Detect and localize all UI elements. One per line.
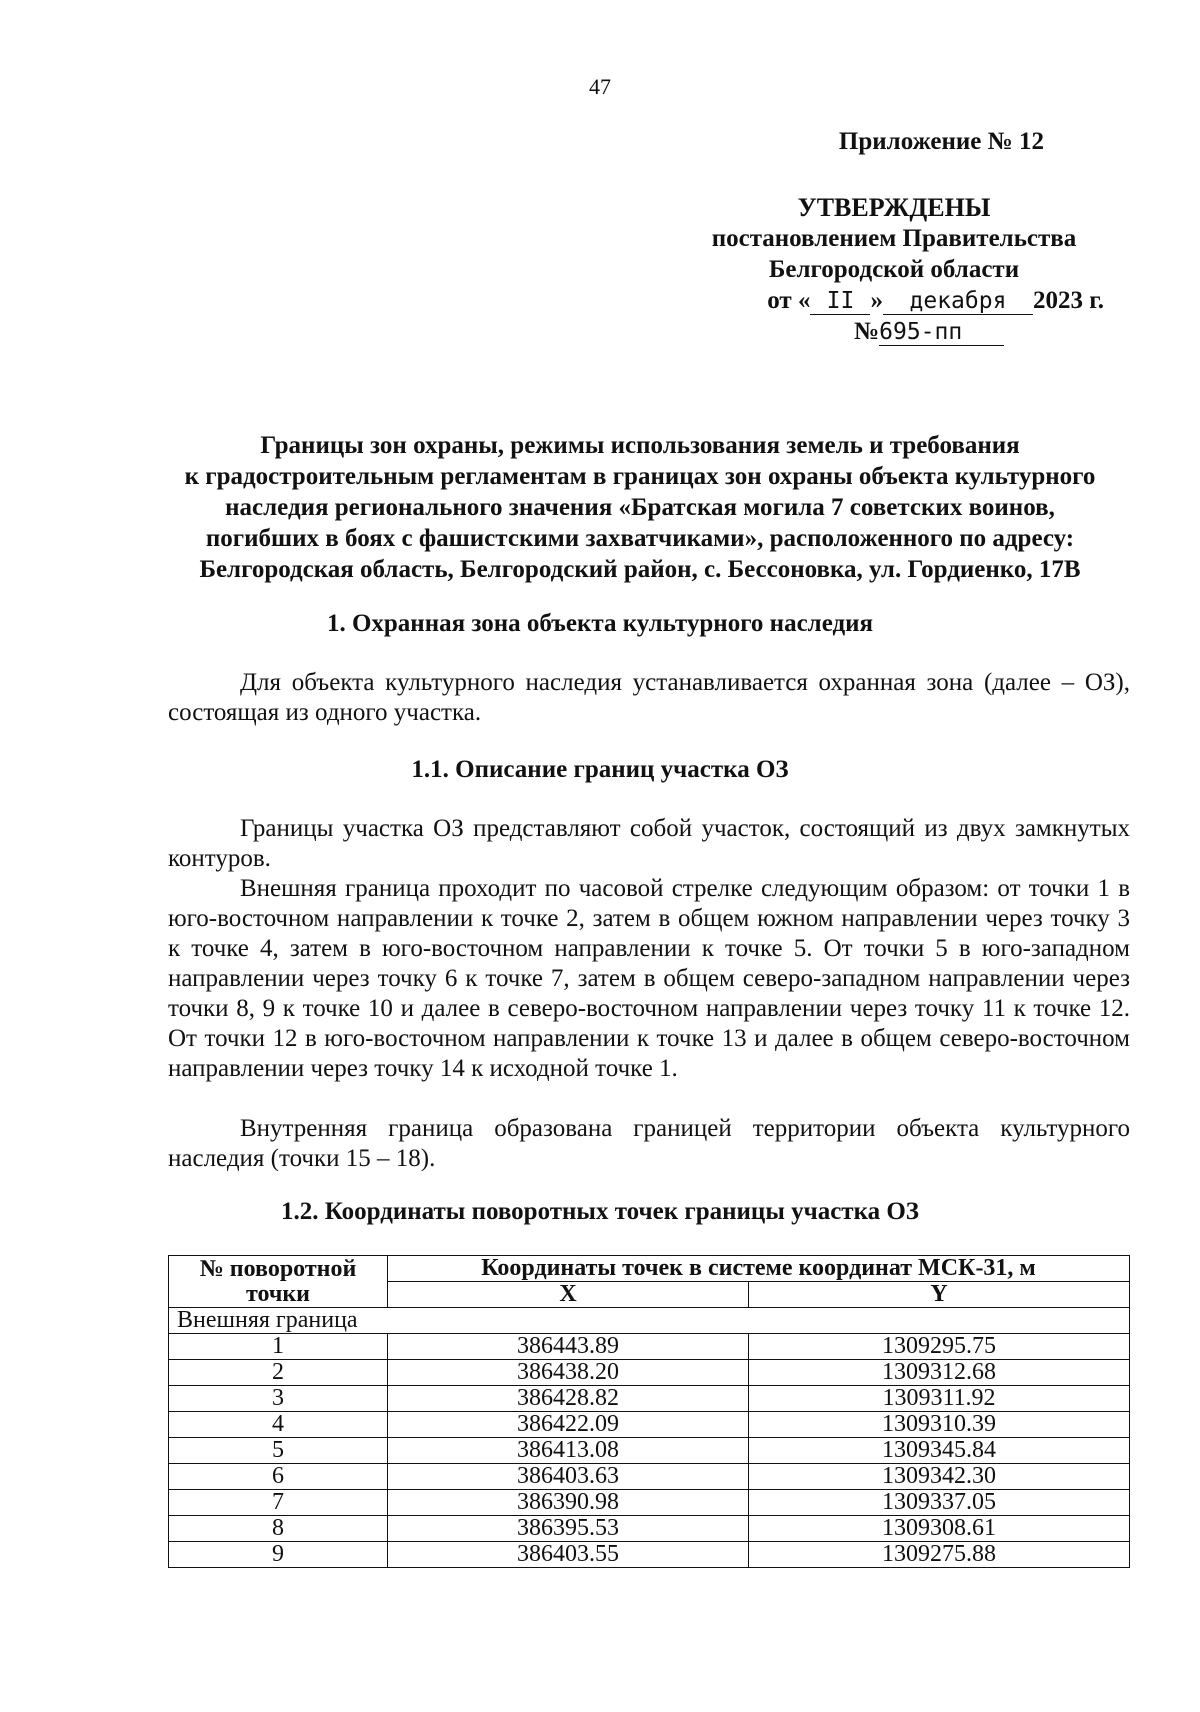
table-row [169,1386,1130,1412]
document-title [160,430,1120,585]
table-row [169,1490,1130,1516]
date-day: II [810,288,870,315]
cell-y: 1309275.88 [749,1542,1130,1568]
cell-x: 386422.09 [388,1412,749,1438]
cell-x: 386438.20 [388,1360,749,1386]
appendix-label: Приложение № 12 [838,128,1044,155]
approval-line-1: постановлением Правительства [711,225,1077,252]
cell-point-number: 7 [169,1490,388,1516]
date-year: 2023 г. [1032,287,1104,314]
header-y: Y [749,1282,1130,1308]
title-line-3: наследия регионального значения «Братская могила 7 советских воинов, [225,494,1055,521]
title-line-1: Границы зон охраны, режимы использования земель и требования [260,432,1020,459]
page-number: 47 [589,74,611,99]
cell-y: 1309345.84 [749,1438,1130,1464]
cell-y: 1309295.75 [749,1334,1130,1360]
number-value: 695-пп [879,319,1004,346]
header-coordinates: Координаты точек в системе координат МСК-31, м [388,1256,1130,1282]
coordinates-table [168,1255,1130,1568]
cell-x: 386443.89 [388,1334,749,1360]
cell-point-number: 3 [169,1386,388,1412]
cell-y: 1309311.92 [749,1386,1130,1412]
cell-point-number: 6 [169,1464,388,1490]
cell-y: 1309342.30 [749,1464,1130,1490]
header-x: X [388,1282,749,1308]
cell-point-number: 2 [169,1360,388,1386]
cell-y: 1309312.68 [749,1360,1130,1386]
group-label-outer-boundary: Внешняя граница [169,1308,1130,1334]
cell-x: 386413.08 [388,1438,749,1464]
section-1-1-heading: 1.1. Описание границ участка ОЗ [411,756,789,783]
date-prefix: от « [767,287,811,314]
section-1-2-heading: 1.2. Координаты поворотных точек границы участка ОЗ [281,1198,919,1225]
date-month: декабря [883,288,1033,315]
cell-y: 1309310.39 [749,1412,1130,1438]
number-prefix: № [854,318,880,345]
cell-y: 1309308.61 [749,1516,1130,1542]
header-point-number: № поворотной точки [169,1256,388,1308]
table-row [169,1464,1130,1490]
approval-heading: УТВЕРЖДЕНЫ [797,193,991,222]
table-row [169,1438,1130,1464]
approval-block [684,192,1104,347]
title-line-4: погибших в боях с фашистскими захватчиками», расположенного по адресу: [205,525,1075,552]
cell-point-number: 4 [169,1412,388,1438]
approval-number [684,316,1104,347]
cell-point-number: 5 [169,1438,388,1464]
cell-point-number: 1 [169,1334,388,1360]
cell-x: 386428.82 [388,1386,749,1412]
approval-date [684,285,1104,316]
section-1-1-paragraph-1 [168,814,1130,874]
cell-point-number: 9 [169,1542,388,1568]
cell-point-number: 8 [169,1516,388,1542]
table-row [169,1516,1130,1542]
section-1-1-text-2: Внешняя граница проходит по часовой стрелке следующим образом: от точки 1 в юго-восточном направлении к точке 2, затем в общем южном направлении через точку 3 к точке 4, затем в юго-восточном направлении к точке 5. От точки 5 в юго-западном направлении через точку 6 к точке 7, затем в общем северо-западном направлении через точки 8, 9 к точке 10 и далее в северо-восточном направлении через точку 11 к точке 12. От точки 12 в юго-восточном направлении к точке 13 и далее в общем северо-восточном направлении через точку 14 к исходной точке 1. [168,875,1130,1082]
cell-x: 386395.53 [388,1516,749,1542]
table-row [169,1542,1130,1568]
table-row [169,1360,1130,1386]
cell-y: 1309337.05 [749,1490,1130,1516]
date-mid: » [870,287,883,314]
section-1-1-paragraph-2 [168,874,1130,1084]
title-line-5: Белгородская область, Белгородский район, с. Бессоновка, ул. Гордиенко, 17В [199,556,1081,583]
section-1-1-text-3: Внутренняя граница образована границей территории объекта культурного наследия (точки 15 – 18). [168,1115,1130,1172]
cell-x: 386403.63 [388,1464,749,1490]
approval-line-2: Белгородской области [768,256,1020,283]
cell-x: 386403.55 [388,1542,749,1568]
cell-x: 386390.98 [388,1490,749,1516]
section-1-1-text-1: Границы участка ОЗ представляют собой участок, состоящий из двух замкнутых контуров. [168,815,1130,872]
section-1-1-paragraph-3 [168,1114,1130,1174]
table-row [169,1412,1130,1438]
table-row [169,1334,1130,1360]
section-1-text: Для объекта культурного наследия устанавливается охранная зона (далее – ОЗ), состоящая из одного участка. [168,669,1130,726]
section-1-heading: 1. Охранная зона объекта культурного наследия [326,610,874,637]
section-1-paragraph [168,668,1130,728]
title-line-2: к градостроительным регламентам в границах зон охраны объекта культурного [184,463,1096,490]
